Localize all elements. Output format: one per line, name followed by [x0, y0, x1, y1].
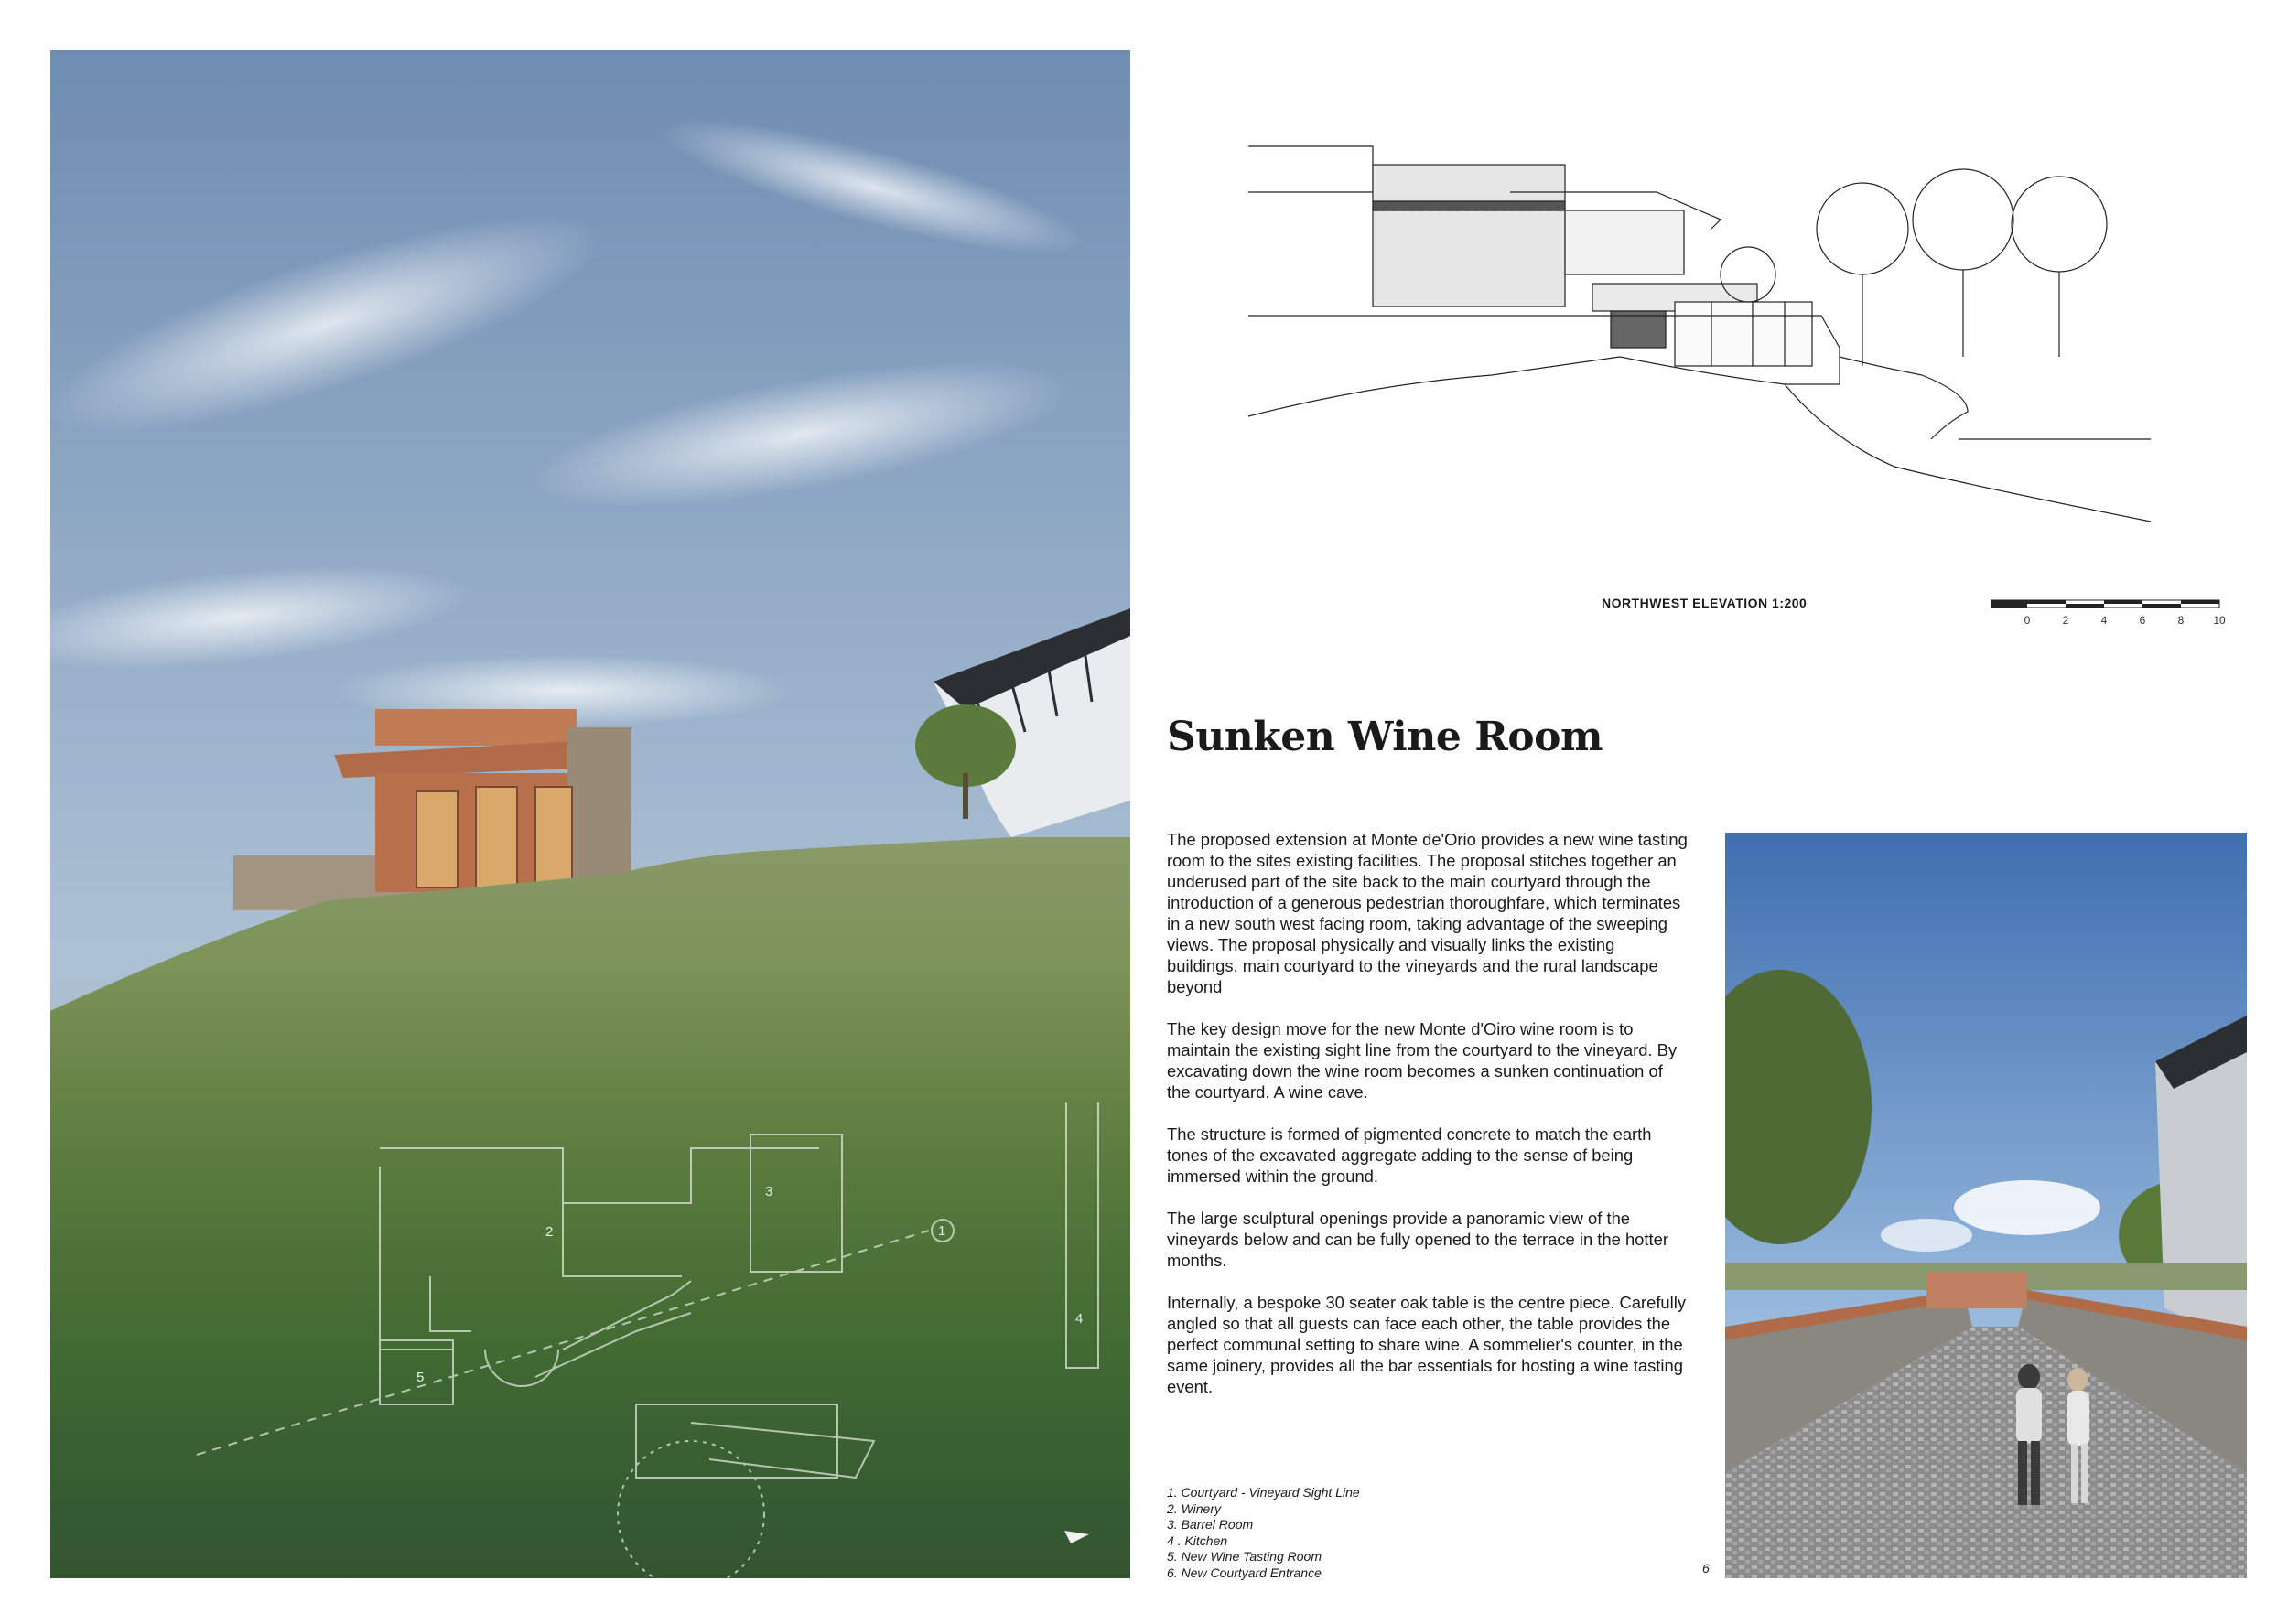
legend-item: 2. Winery — [1167, 1500, 1222, 1516]
scale-label-2: 2 — [2062, 614, 2069, 627]
scale-label-6: 6 — [2139, 614, 2146, 627]
scale-label-4: 4 — [2100, 614, 2108, 627]
plan-label-4: 4 — [1075, 1311, 1084, 1327]
body-paragraph: The key design move for the new Monte d'Oiro wine room is to maintain the existing sight line from the courtyard to the vineyard. By excavating down the wine room becomes a sunken continuation of the courtyard. A wine cave. — [1167, 1019, 1678, 1102]
legend-item: 5. New Wine Tasting Room — [1167, 1549, 1322, 1564]
page-number: 6 — [1702, 1561, 1710, 1576]
plan-label-3: 3 — [765, 1184, 773, 1199]
legend-item: 4 . Kitchen — [1167, 1533, 1228, 1548]
body-paragraph: Internally, a bespoke 30 seater oak table is the centre piece. Carefully angled so that all guests can face each other, the table provides the perfect communal setting to share wine. A sommelier's counter, in the same joinery, provides all the bar essentials for hosting a wine tasting event. — [1167, 1293, 1687, 1396]
body-paragraph: The proposed extension at Monte de'Orio provides a new wine tasting room to the sites existing facilities. The proposal stitches together an underused part of the site back to the main courtyard through the introduction of a generous pedestrian thoroughfare, which terminates in a new south west facing room, taking advantage of the sweeping views. The proposal physically and visually links the existing buildings, main courtyard to the vineyards and the rural landscape beyond — [1167, 830, 1688, 996]
scale-label-10: 10 — [2213, 614, 2226, 627]
plan-label-1: 1 — [938, 1223, 946, 1239]
plan-label-2: 2 — [545, 1224, 554, 1240]
plan-label-5: 5 — [416, 1370, 425, 1385]
elevation-caption: NORTHWEST ELEVATION 1:200 — [1602, 596, 1808, 610]
hero-render-image — [50, 50, 1130, 1578]
body-paragraph: The structure is formed of pigmented concrete to match the earth tones of the excavated aggregate adding to the sense of being immersed within the ground. — [1167, 1124, 1652, 1186]
scale-label-8: 8 — [2177, 614, 2185, 627]
legend-item: 6. New Courtyard Entrance — [1167, 1565, 1322, 1580]
page-title: Sunken Wine Room — [1167, 714, 1603, 760]
legend-item: 3. Barrel Room — [1167, 1517, 1254, 1532]
courtyard-entrance-render — [1725, 833, 2247, 1578]
body-paragraph: The large sculptural openings provide a panoramic view of the vineyards below and can be fully opened to the terrace in the hotter months. — [1167, 1209, 1668, 1270]
legend-list — [1167, 1485, 1360, 1581]
scale-bar — [1991, 597, 2229, 633]
northwest-elevation-drawing — [1236, 137, 2151, 531]
legend-item: 1. Courtyard - Vineyard Sight Line — [1167, 1485, 1360, 1500]
body-text — [1167, 829, 1689, 1418]
scale-label-0: 0 — [2024, 614, 2031, 627]
